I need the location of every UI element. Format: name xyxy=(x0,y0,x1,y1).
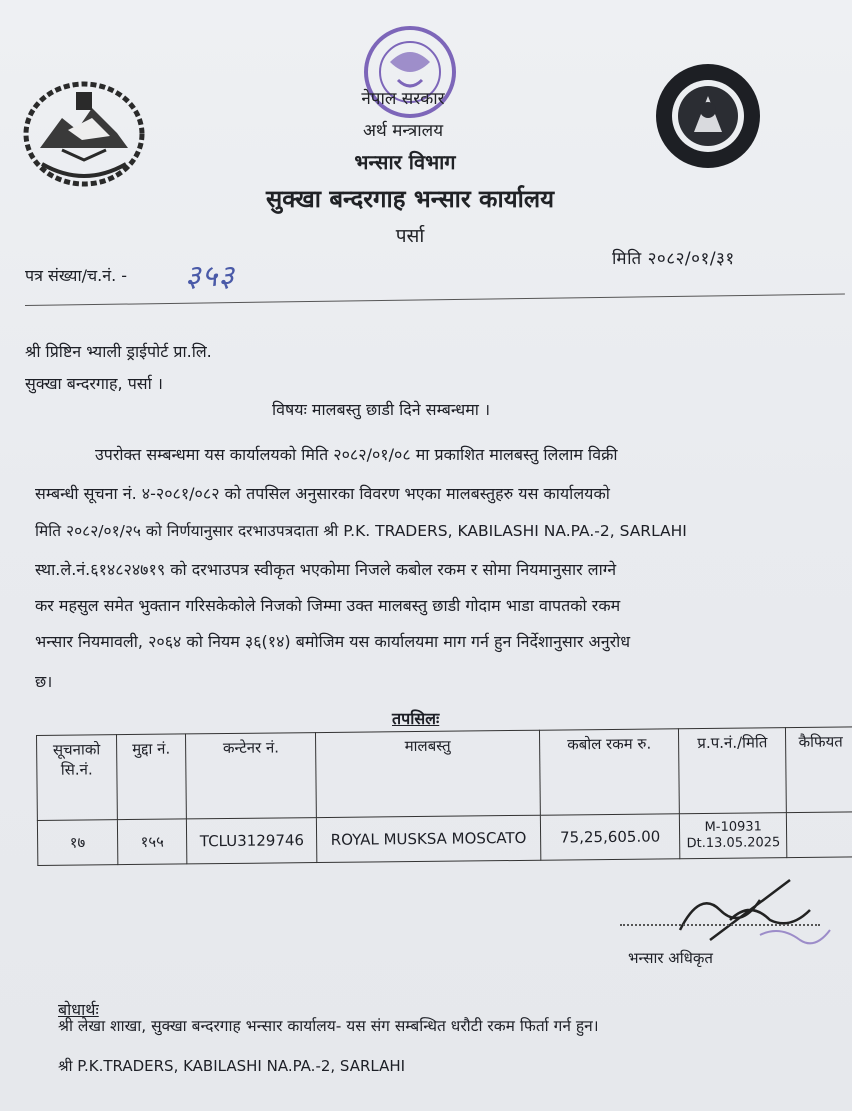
col-header-remarks: कैफियत xyxy=(786,727,852,813)
cell-bid-amount: 75,25,605.00 xyxy=(540,814,680,860)
recipient-address: सुक्खा बन्दरगाह, पर्सा । xyxy=(25,374,163,393)
header-office-name: सुक्खा बन्दरगाह भन्सार कार्यालय xyxy=(265,185,555,213)
subject-line: विषयः मालबस्तु छाडी दिने सम्बन्धमा । xyxy=(272,400,491,419)
header-line-government: नेपाल सरकार xyxy=(361,89,445,109)
body-line: उपरोक्त सम्बन्धमा यस कार्यालयको मिति २०८२/०१/०८ मा प्रकाशित मालबस्तु लिलाम विक्री xyxy=(95,445,618,464)
table-row xyxy=(37,812,852,866)
handwritten-signature-icon xyxy=(640,870,840,960)
recipient-name: श्री प्रिष्टिन भ्याली ड्राईपोर्ट प्रा.लि. xyxy=(25,342,212,361)
col-header-notice-no: सूचनाको सि.नं. xyxy=(37,735,118,821)
nepal-emblem-icon xyxy=(22,78,146,190)
table-title: तपसिलः xyxy=(392,709,440,728)
cell-container-no: TCLU3129746 xyxy=(187,818,317,864)
body-line: छ। xyxy=(35,672,53,691)
body-line: सम्बन्धी सूचना नं. ४-२०८१/०८२ को तपसिल अनुसारका विवरण भएका मालबस्तुहरु यस कार्यालयको xyxy=(35,484,610,503)
col-header-bid-amount: कबोल रकम रु. xyxy=(539,729,680,815)
col-header-case-no: मुद्दा नं. xyxy=(116,734,187,820)
details-table xyxy=(36,726,852,866)
header-line-department: भन्सार विभाग xyxy=(354,150,456,174)
cell-remarks xyxy=(786,812,852,858)
header-place: पर्सा xyxy=(395,225,425,247)
col-header-ref-date: प्र.प.नं./मिति xyxy=(679,728,787,814)
header-line-ministry: अर्थ मन्त्रालय xyxy=(362,121,444,141)
cell-case-no: १५५ xyxy=(117,819,187,865)
body-line: भन्सार नियमावली, २०६४ को नियम ३६(१४) बमोजिम यस कार्यालयमा माग गर्न हुन निर्देशानुसार अनुरोध xyxy=(35,632,631,651)
cell-goods: ROYAL MUSKSA MOSCATO xyxy=(317,815,541,862)
cc-line-accounts: श्री लेखा शाखा, सुक्खा बन्दरगाह भन्सार कार्यालय- यस संग सम्बन्धित धरौटी रकम फिर्ता गर्न हुन। xyxy=(58,1017,599,1035)
nepal-customs-logo-icon xyxy=(654,62,762,170)
col-header-container-no: कन्टेनर नं. xyxy=(186,733,317,819)
header-divider xyxy=(25,294,845,306)
letter-number-label: पत्र संख्या/च.नं. - xyxy=(25,266,128,285)
body-line: कर महसुल समेत भुक्तान गरिसकेकोले निजको जिम्मा उक्त मालबस्तु छाडी गोदाम भाडा वापतको रकम xyxy=(35,596,621,615)
cc-title: बोधार्थः xyxy=(58,1000,99,1019)
letter-number-value: ३५३ xyxy=(185,259,235,294)
letter-date: मिति २०८२/०१/३१ xyxy=(612,249,735,269)
cell-ref-date: M-10931 Dt.13.05.2025 xyxy=(680,813,787,859)
body-line: स्था.ले.नं.६१४८२४७१९ को दरभाउपत्र स्वीकृत भएकोमा निजले कबोल रकम र सोमा नियमानुसार लाग्ने xyxy=(35,560,617,579)
col-header-goods: मालबस्तु xyxy=(316,730,540,817)
cc-line-trader: श्री P.K.TRADERS, KABILASHI NA.PA.-2, SARLAHI xyxy=(58,1057,406,1075)
signature-label: भन्सार अधिकृत xyxy=(628,949,713,967)
cell-notice-no: १७ xyxy=(37,820,117,866)
table-header-row xyxy=(37,727,852,821)
body-line: मिति २०८२/०१/२५ को निर्णयानुसार दरभाउपत्रदाता श्री P.K. TRADERS, KABILASHI NA.PA.-2, SARLAHI xyxy=(35,522,687,540)
signature-line xyxy=(620,924,820,926)
